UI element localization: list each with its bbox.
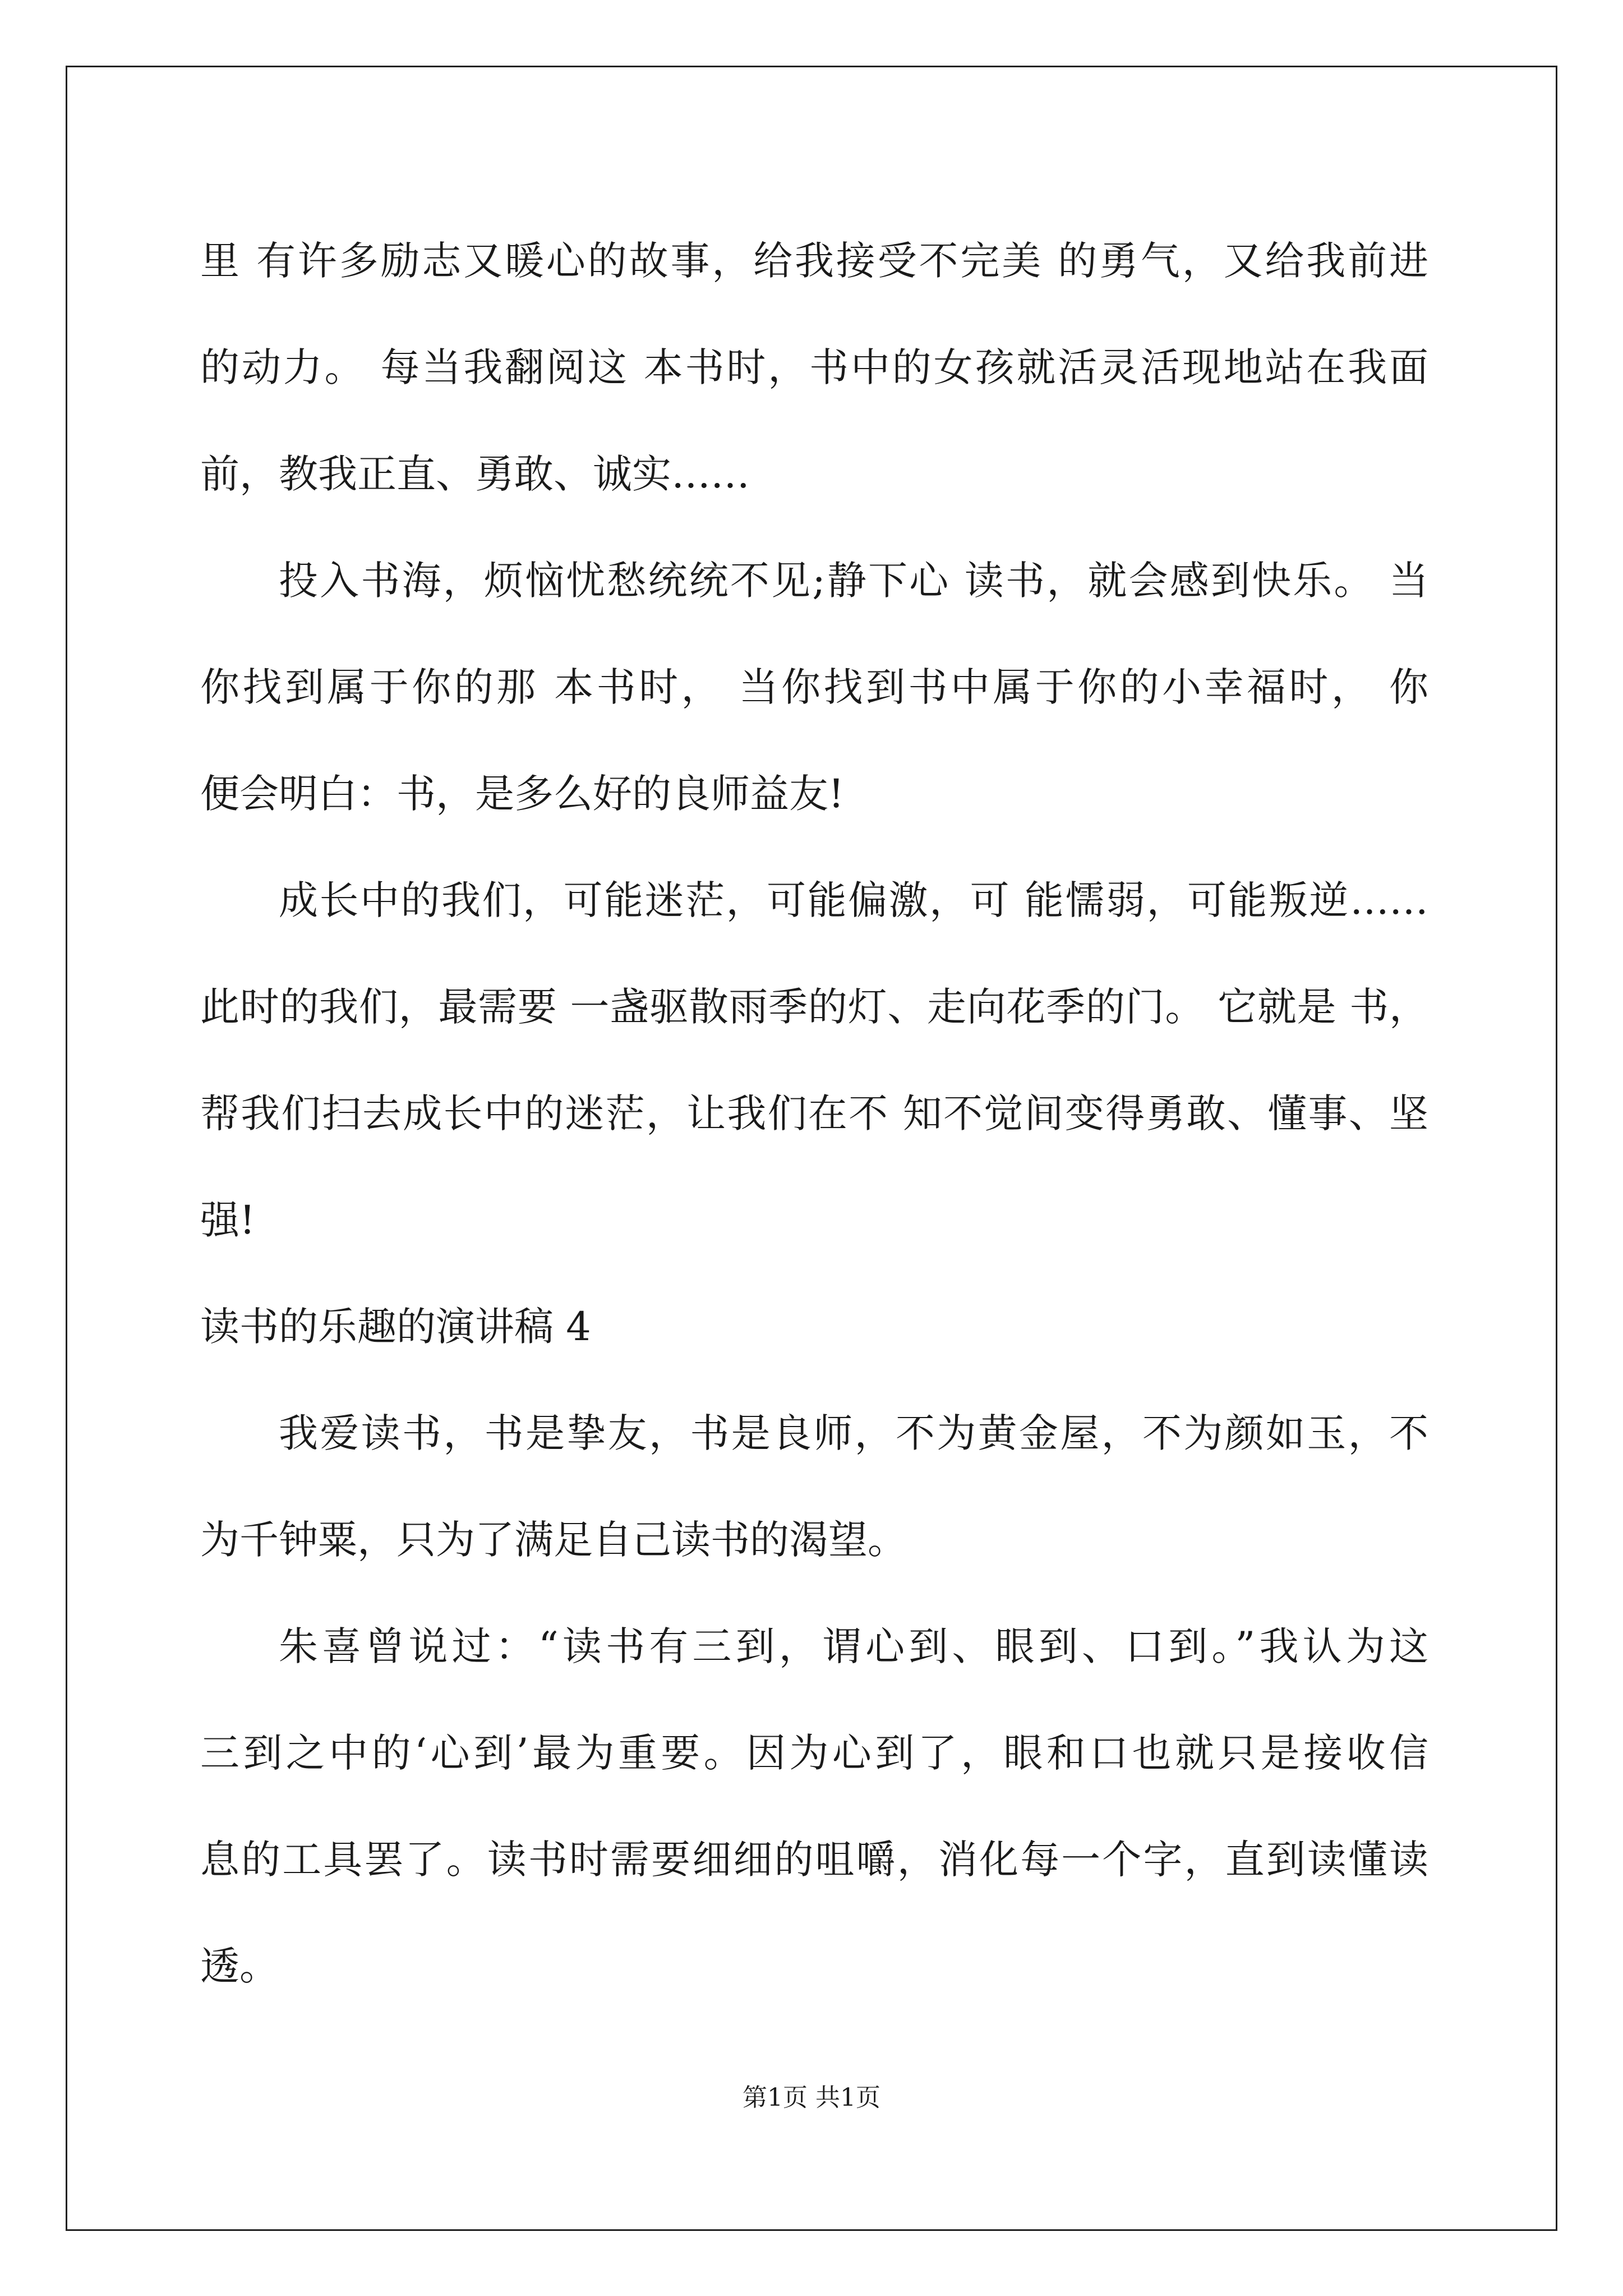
text-line: 此时的我们，最需要 一盏驱散雨季的灯、走向花季的门。 它就是 书， [200, 984, 1428, 1030]
paragraph-5 [200, 1593, 1428, 2019]
text-line: 里 有许多励志又暖心的故事，给我接受不完美 的勇气，又给我前进 [200, 238, 1428, 284]
text-line: 的动力。 每当我翻阅这 本书时，书中的女孩就活灵活现地站在我面 [200, 344, 1428, 390]
text-line: 为千钟粟，只为了满足自己读书的渴望。 [200, 1517, 907, 1563]
text-line: 前，教我正直、勇敢、诚实…… [200, 451, 750, 497]
text-line: 我爱读书，书是挚友，书是良师，不为黄金屋，不为颜如玉，不 [279, 1410, 1428, 1456]
text-line: 便会明白：书，是多么好的良师益友! [200, 771, 845, 817]
text-line: 你找到属于你的那 本书时， 当你找到书中属于你的小幸福时， 你 [200, 664, 1428, 710]
paragraph-2 [200, 527, 1428, 847]
text-line: 强! [200, 1197, 256, 1243]
page-footer: 第1页 共1页 [743, 2083, 880, 2112]
paragraph-4 [200, 1380, 1428, 1593]
text-line: 成长中的我们，可能迷茫，可能偏激，可 能懦弱，可能叛逆…… [279, 877, 1428, 923]
text-line: 朱喜曾说过：“读书有三到，谓心到、眼到、口到。”我认为这 [279, 1623, 1428, 1669]
text-line: 息的工具罢了。读书时需要细细的咀嚼，消化每一个字，直到读懂读 [200, 1837, 1428, 1883]
text-line: 三到之中的‘心到’最为重要。因为心到了，眼和口也就只是接收信 [200, 1730, 1428, 1776]
paragraph-1 [200, 208, 1428, 527]
text-line: 透。 [200, 1943, 279, 1989]
text-line: 帮我们扫去成长中的迷茫，让我们在不 知不觉间变得勇敢、懂事、坚 [200, 1091, 1428, 1137]
document-body [200, 208, 1428, 2019]
section-heading [200, 1273, 1428, 1380]
paragraph-3 [200, 847, 1428, 1273]
heading-text: 读书的乐趣的演讲稿 4 [200, 1304, 591, 1350]
text-line: 投入书海，烦恼忧愁统统不见;静下心 读书，就会感到快乐。 当 [279, 558, 1428, 604]
